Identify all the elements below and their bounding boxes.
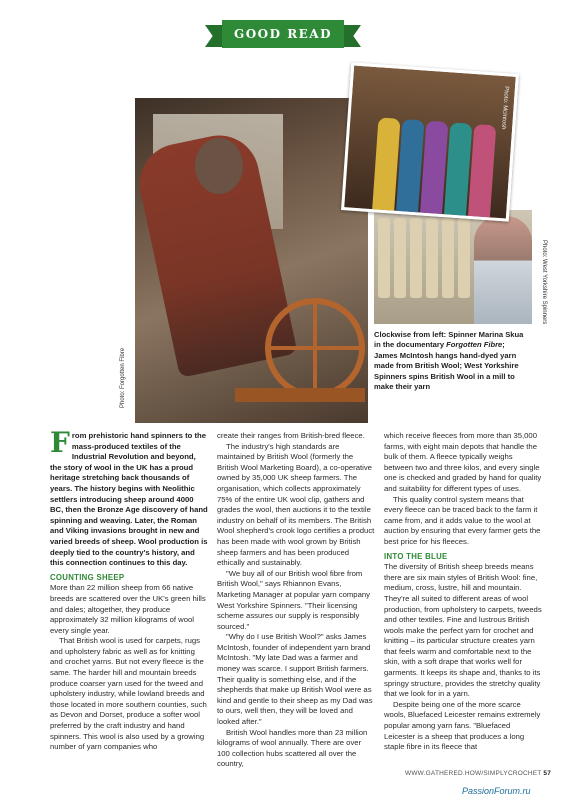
photo-credit-mill: Photo: West Yorkshire Spinners <box>541 240 547 325</box>
caption-lead: Clockwise from left: Spinner Marina Skua in the documentary <box>374 330 524 350</box>
bobbin <box>442 218 454 298</box>
page-number: 57 <box>543 770 552 777</box>
paragraph: That British wool is used for carpets, rugs and upholstery fabric as well as for knitting and crochet yarns. But not every fleece is the same. The harder hill and mountain breeds produce coarser yarn used for the tweed and upholstery industry, while lowland breeds and those located in more southern counties, such as Devon and Dorset, produce a softer wool preferred by the craft industry and hand spinners. This wool is also used by a growing number of yarn companies who <box>50 636 207 752</box>
photo-credit-yarn: Photo: McIntosh <box>500 85 510 130</box>
caption-film-title: Forgotten Fibre <box>446 340 503 350</box>
photo-spinner <box>135 98 368 423</box>
paragraph: "We buy all of our British wool fibre from British Wool," says Rhiannon Evans, Marketing Manager at popular yarn company West Yorkshire Spinners. "Their licensing scheme assures our supply is responsibly sourced." <box>217 568 370 631</box>
article-column-3 <box>384 431 542 753</box>
bobbin <box>458 218 470 298</box>
bobbin <box>378 218 390 298</box>
photo-credit-main: Photo: Forgotten Fibre <box>120 347 126 408</box>
paragraph: "Why do I use British Wool?" asks James McIntosh, founder of independent yarn brand McIntosh. "My late Dad was a farmer and money was scarce. I support British farmers. Their quality is something else, and if the shepherds that make up British Wool were as kind and gentle to their sheep as my Dad was to ours, well then, they will be loved and looked after." <box>217 632 373 727</box>
subhead-counting-sheep: COUNTING SHEEP <box>50 572 125 582</box>
article-column-2 <box>217 431 375 770</box>
paragraph: The diversity of British sheep breeds means there are six main styles of British Wool: fine, medium, cross, lustre, hill and mountain. They're all suited to different areas of wool production, from upholstery to carpets, tweeds and other textiles. Fine and lustrous British wools make the perfect yarn for crochet and knitting – its particular structure creates yarn that feels warm and comfortable next to the skin, with a soft drape that works well for garments. It keeps its shape and, thanks to its springy structure, provides the stretchy quality that we look for in a yarn. <box>384 562 542 699</box>
paragraph: More than 22 million sheep from 66 native breeds are scattered over the UK's green hills and dales; altogether, they produce approximately 32 million kilograms of wool every single year. <box>50 583 206 635</box>
bobbin <box>394 218 406 298</box>
intro-text: rom prehistoric hand spinners to the mass-produced textiles of the Industrial Revolution and beyond, the story of wool in the UK has a proud heritage stretching back thousands of years. The history begins with Neolithic settlers introducing sheep around 4000 BC, then the Bronze Age discovery of hand spinning and weaving. Later, the Roman and Viking invasions brought in new and varied breeds of sheep. Wool production is deeply tied to the country's history, and this connection continues to this day. <box>50 431 208 568</box>
page-footer <box>405 770 551 777</box>
bobbin <box>426 218 438 298</box>
banner-label: GOOD READ <box>222 20 344 48</box>
paragraph: which receive fleeces from more than 35,000 farms, with eight main depots that handle the bulk of them. A fleece typically weighs between two and three kilos, and every single one is checked and graded by hand for quality and suitability for different types of uses. <box>384 431 542 493</box>
spinning-wheel <box>265 298 365 398</box>
paragraph: The industry's high standards are maintained by British Wool (formerly the British Wool Marketing Board), a co-operative owned by 35,000 UK sheep farmers. The organisation, which collects approximately 75% of the entire UK wool clip, gathers and grades the wool, then auctions it to the textile industry on behalf of its members. The British Wool shepherd's crook logo certifies a product has been made with wool grown by British sheep farmers and has been produced ethically and sustainably. <box>217 441 375 568</box>
bobbin <box>410 218 422 298</box>
section-banner <box>0 20 566 50</box>
caption-rest: ; James McIntosh hangs hand-dyed yarn made from British Wool; West Yorkshire Spinners spins British Wool in a mill to make their yarn <box>374 340 519 392</box>
paragraph: Despite being one of the more scarce wools, Bluefaced Leicester remains extremely popular among yarn fans. "Bluefaced Leicester is a sheep that produces a long staple fibre in its fleece that <box>384 699 541 752</box>
paragraph: This quality control system means that every fleece can be traced back to the farm it came from, and it adds value to the wool at auction by ensuring that every farmer gets the best price for his fleeces. <box>384 494 541 546</box>
photo-mill-worker <box>474 216 532 324</box>
article-column-1 <box>50 426 208 753</box>
watermark: PassionForum.ru <box>462 786 531 796</box>
photo-head <box>195 138 243 194</box>
yarn-skein <box>467 124 496 222</box>
footer-url: WWW.GATHERED.HOW/SIMPLYCROCHET <box>405 770 542 777</box>
subhead-into-the-blue: INTO THE BLUE <box>384 551 448 561</box>
paragraph: create their ranges from British-bred fleece. <box>217 431 365 440</box>
photo-yarn <box>341 62 519 221</box>
photo-mill <box>374 210 532 324</box>
paragraph: British Wool handles more than 23 million kilograms of wool annually. There are over 100 collection hubs scattered all over the country, <box>217 727 368 769</box>
drop-cap: F <box>50 426 70 459</box>
spinning-wheel-base <box>235 388 365 402</box>
photo-caption <box>374 330 524 392</box>
article-intro <box>50 426 208 569</box>
